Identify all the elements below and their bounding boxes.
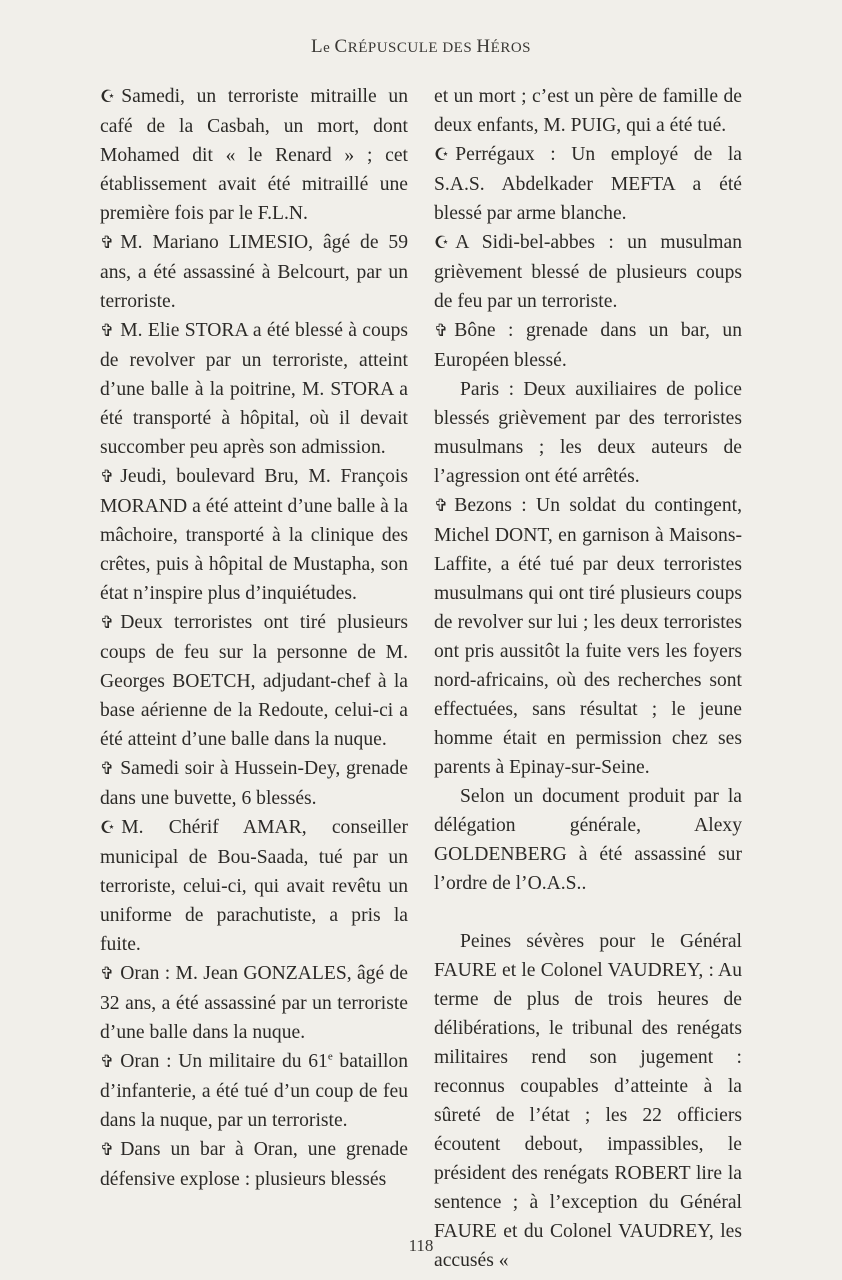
cross-icon: ✞ (100, 233, 115, 253)
right-column (434, 82, 742, 1275)
news-entry (434, 316, 742, 375)
news-entry (434, 228, 742, 316)
news-entry (100, 228, 408, 316)
running-head-crepuscule-rest: RÉPUSCULE (347, 40, 443, 56)
news-entry (100, 82, 408, 228)
page-number: 118 (408, 1236, 434, 1255)
selon-paragraph: Selon un document produit par la délégation générale, Alexy GOLDENBERG à été assassiné sur l’ordre de l’O.A.S.. (434, 786, 742, 894)
entry-text: Samedi, un terroriste mitraille un café de la Casbah, un mort, dont Mohamed dit « le Renard » ; cet établissement avait été mitraillé une première fois par le F.L.N. (100, 86, 408, 224)
entry-text: Bône : grenade dans un bar, un Européen blessé. (434, 320, 742, 371)
left-column (100, 82, 408, 1194)
entry-text: Jeudi, boulevard Bru, M. François MORAND a été atteint d’une balle à la mâchoire, transporté à la clinique des crêtes, puis à hôpital de Mustapha, son état n’inspire plus d’inquiétudes. (100, 466, 408, 604)
entry-text: M. Mariano LIMESIO, âgé de 59 ans, a été assassiné à Belcourt, par un terroriste. (100, 232, 408, 312)
ordinal-superscript: e (327, 1050, 333, 1063)
cross-icon: ✞ (434, 321, 449, 341)
crescent-icon: ☪ (434, 233, 450, 253)
cross-icon: ✞ (100, 613, 115, 633)
news-entry (100, 754, 408, 813)
running-head (0, 36, 842, 58)
news-entry (100, 316, 408, 462)
news-entry (434, 140, 742, 228)
cross-icon: ✞ (100, 467, 115, 487)
entry-text: Perrégaux : Un employé de la S.A.S. Abdelkader MEFTA a été blessé par arme blanche. (434, 144, 742, 224)
entry-text: Bezons : Un soldat du contingent, Michel DONT, en garnison à Maisons-Laffite, a été tué par deux terroristes musulmans qui ont tiré plusieurs coups de revolver sur lui ; les deux terroristes ont pris aussitôt la fuite vers les foyers nord-africains, où des recherches sont effectuées, sans résultat ; le jeune homme était en permission chez ses parents à Epinay-sur-Seine. (434, 495, 742, 778)
running-head-heros-cap: H (476, 36, 491, 57)
running-head-des: DES (442, 40, 477, 56)
entry-text: M. Elie STORA a été blessé à coups de revolver par un terroriste, atteint d’une balle à la poitrine, M. STORA a été transporté à hôpital, où il devait succomber peu après son admission. (100, 320, 408, 458)
news-entry (434, 491, 742, 782)
crescent-icon: ☪ (100, 87, 116, 107)
cross-icon: ✞ (100, 964, 115, 984)
running-head-le-rest: e (323, 40, 335, 56)
news-entry (100, 462, 408, 608)
news-entry (100, 1047, 408, 1135)
news-entry (100, 608, 408, 754)
entry-text: M. Chérif AMAR, conseiller municipal de Bou-Saada, tué par un terroriste, celui-ci, qui avait revêtu un uniforme de parachutiste, a pris la fuite. (100, 817, 408, 955)
peines-paragraph: Peines sévères pour le Général FAURE et le Colonel VAUDREY, : Au terme de plus de trois heures de délibérations, le tribunal des renégats militaires rend son jugement : reconnus coupables d’atteinte à la sûreté de l’état ; les 22 officiers écoutent debout, impassibles, le président des renégats ROBERT lire la sentence ; à l’exception du Général FAURE et du Colonel VAUDREY, les accusés « (434, 931, 742, 1271)
entry-text: bataillon d’infanterie, a été tué d’un coup de feu dans la nuque, par un terroriste. (100, 1051, 408, 1131)
cross-icon: ✞ (100, 321, 115, 341)
continuation-text: et un mort ; c’est un père de famille de deux enfants, M. PUIG, qui a été tué. (434, 86, 742, 136)
entry-text: Oran : M. Jean GONZALES, âgé de 32 ans, a été assassiné par un terroriste d’une balle dans la nuque. (100, 963, 408, 1043)
running-head-crepuscule-cap: C (334, 36, 348, 57)
running-head-heros-rest: ÉROS (490, 40, 531, 56)
entry-text: A Sidi-bel-abbes : un musulman grièvement blessé de plusieurs coups de feu par un terroriste. (434, 232, 742, 312)
entry-text: Deux terroristes ont tiré plusieurs coups de feu sur la personne de M. Georges BOETCH, adjudant-chef à la base aérienne de la Redoute, celui-ci a été atteint d’une balle dans la nuque. (100, 612, 408, 750)
running-head-le-cap: L (311, 36, 324, 57)
crescent-icon: ☪ (434, 145, 450, 165)
news-entry (100, 1135, 408, 1194)
entry-text: Dans un bar à Oran, une grenade défensive explose : plusieurs blessés (100, 1139, 408, 1190)
entry-text: Oran : Un militaire du 61 (120, 1051, 328, 1072)
paragraph-gap (434, 898, 742, 927)
entry-text: Samedi soir à Hussein-Dey, grenade dans une buvette, 6 blessés. (100, 758, 408, 809)
cross-icon: ✞ (434, 496, 449, 516)
cross-icon: ✞ (100, 1052, 115, 1072)
news-entry (100, 813, 408, 959)
paris-paragraph: Paris : Deux auxiliaires de police blessés grièvement par des terroristes musulmans ; les deux auteurs de l’agression ont été arrêtés. (434, 379, 742, 487)
cross-icon: ✞ (100, 759, 115, 779)
cross-icon: ✞ (100, 1140, 115, 1160)
news-entry (100, 959, 408, 1047)
crescent-icon: ☪ (100, 818, 116, 838)
